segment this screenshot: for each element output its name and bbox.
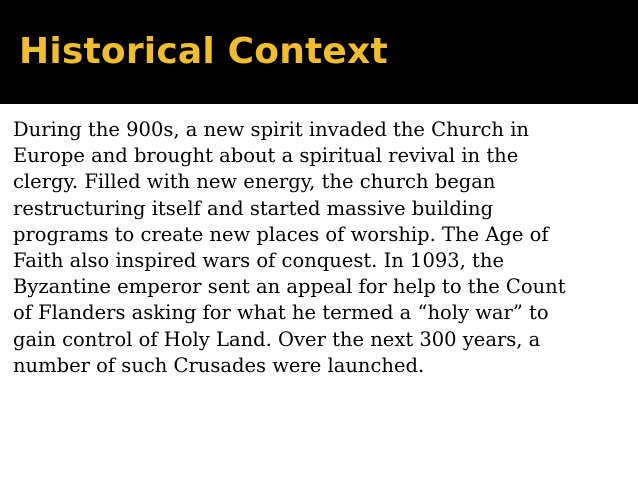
body-paragraph — [13, 117, 625, 379]
title-bar-accent — [0, 96, 638, 104]
body-line: restructuring itself and started massive building — [13, 196, 494, 220]
body-line: programs to create new places of worship. The Age of — [13, 222, 549, 246]
body-line: Byzantine emperor sent an appeal for help to the Count — [13, 275, 566, 299]
body-line: Faith also inspired wars of conquest. In 1093, the — [13, 249, 504, 273]
slide-title: Historical Context — [19, 31, 388, 72]
body-line: clergy. Filled with new energy, the church began — [13, 170, 496, 194]
body-line: number of such Crusades were launched. — [13, 353, 425, 377]
body-line: of Flanders asking for what he termed a “holy war” to — [13, 301, 549, 325]
body-line: During the 900s, a new spirit invaded the Church in — [13, 118, 529, 141]
body-line: gain control of Holy Land. Over the next 300 years, a — [13, 327, 541, 351]
title-bar — [0, 0, 638, 104]
body-line: Europe and brought about a spiritual revival in the — [13, 144, 519, 168]
